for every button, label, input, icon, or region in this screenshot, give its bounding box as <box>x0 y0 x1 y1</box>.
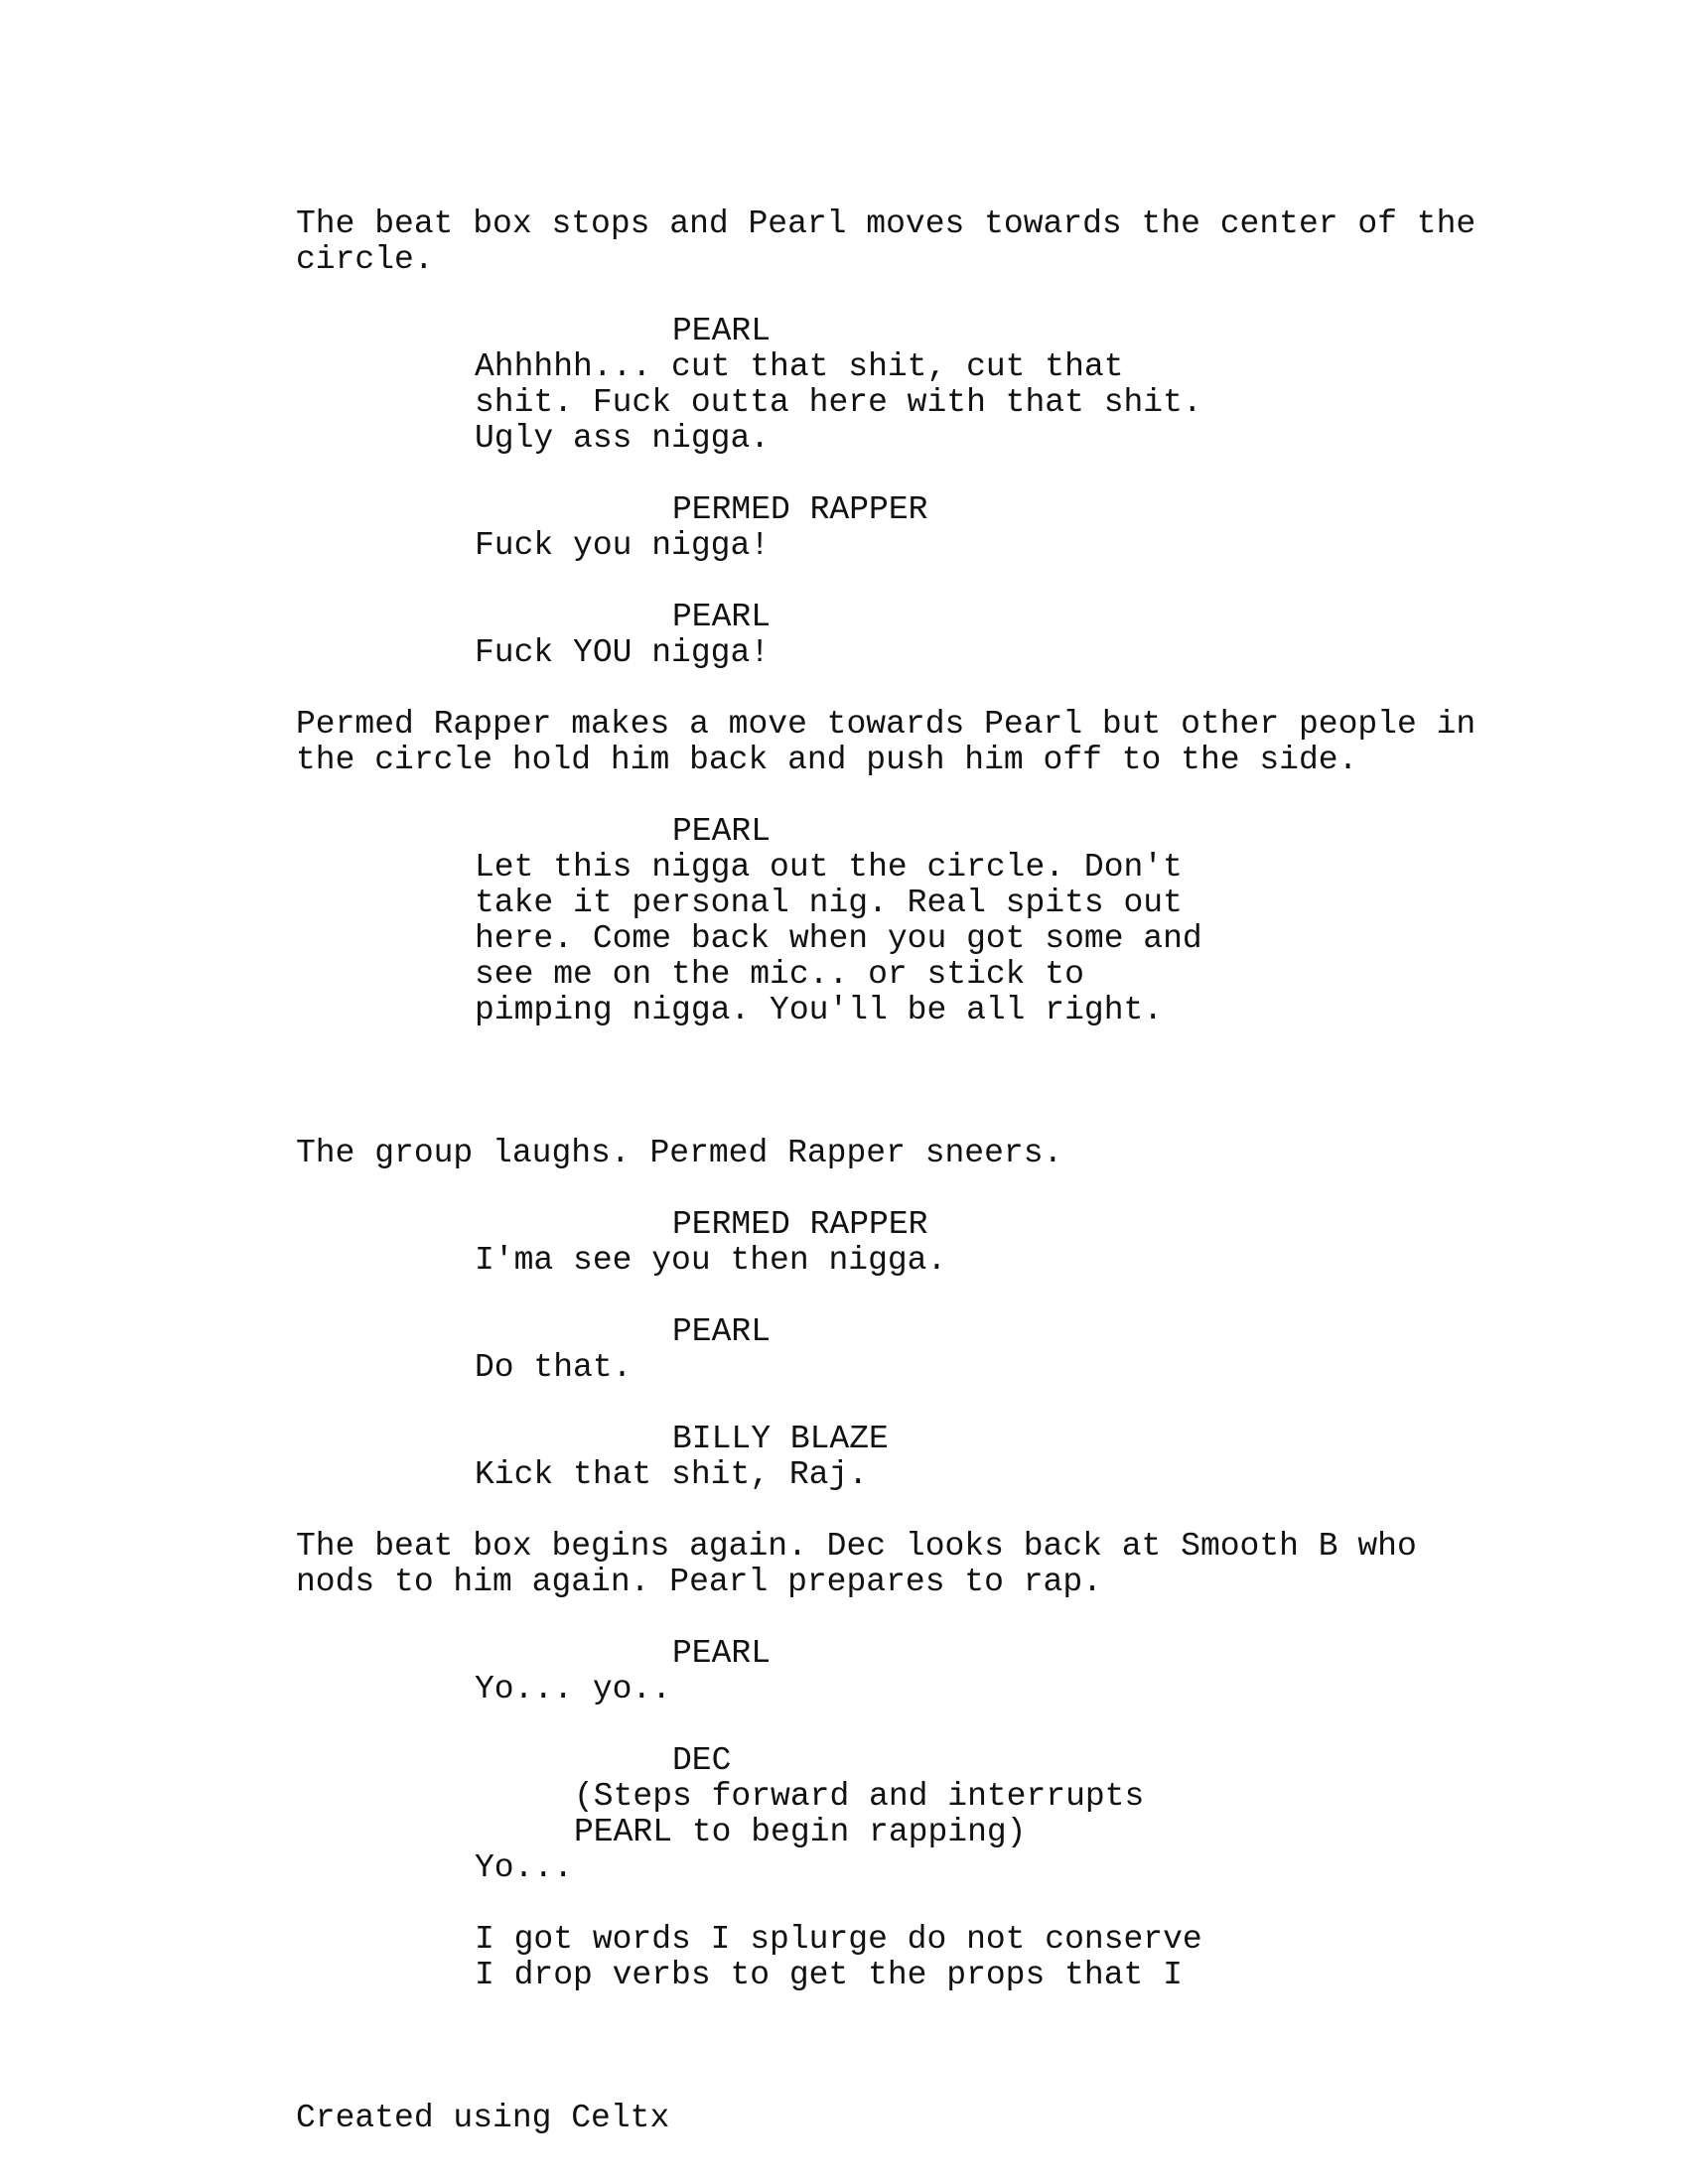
dialogue-line: I drop verbs to get the props that I <box>475 1957 1183 1993</box>
character-name: BILLY BLAZE <box>672 1421 889 1457</box>
parenthetical-line: (Steps forward and interrupts <box>574 1778 1145 1815</box>
dialogue-line: Let this nigga out the circle. Don't <box>475 849 1183 886</box>
dialogue-line: see me on the mic.. or stick to <box>475 956 1084 993</box>
character-name: PEARL <box>672 1635 772 1672</box>
dialogue-line: Fuck YOU nigga! <box>475 634 771 671</box>
character-name: PERMED RAPPER <box>672 1206 928 1243</box>
character-name: PEARL <box>672 313 772 349</box>
dialogue-line: here. Come back when you got some and <box>475 920 1202 957</box>
action-line: the circle hold him back and push him off to the side. <box>296 742 1358 778</box>
action-line: The beat box stops and Pearl moves towards the center of the <box>296 205 1477 242</box>
dialogue-line: Yo... <box>475 1849 574 1886</box>
dialogue-line: Ugly ass nigga. <box>475 420 771 457</box>
action-line: The group laughs. Permed Rapper sneers. <box>296 1135 1063 1171</box>
action-line: The beat box begins again. Dec looks back at Smooth B who <box>296 1528 1417 1565</box>
dialogue-line: I got words I splurge do not conserve <box>475 1921 1202 1958</box>
dialogue-line: take it personal nig. Real spits out <box>475 885 1183 921</box>
dialogue-line: I'ma see you then nigga. <box>475 1242 947 1279</box>
character-name: PEARL <box>672 599 772 635</box>
dialogue-line: Kick that shit, Raj. <box>475 1456 869 1493</box>
dialogue-line: pimping nigga. You'll be all right. <box>475 992 1164 1028</box>
character-name: PEARL <box>672 1313 772 1350</box>
footer-credit: Created using Celtx <box>296 2100 670 2136</box>
character-name: PEARL <box>672 813 772 850</box>
dialogue-line: shit. Fuck outta here with that shit. <box>475 384 1202 421</box>
parenthetical-line: PEARL to begin rapping) <box>574 1814 1027 1850</box>
dialogue-line: Ahhhhh... cut that shit, cut that <box>475 348 1124 385</box>
character-name: PERMED RAPPER <box>672 491 928 528</box>
dialogue-line: Do that. <box>475 1349 633 1386</box>
action-line: Permed Rapper makes a move towards Pearl but other people in <box>296 706 1477 743</box>
dialogue-line: Yo... yo.. <box>475 1671 672 1707</box>
dialogue-line: Fuck you nigga! <box>475 527 771 564</box>
character-name: DEC <box>672 1742 732 1779</box>
action-line: circle. <box>296 241 434 278</box>
action-line: nods to him again. Pearl prepares to rap. <box>296 1564 1102 1600</box>
